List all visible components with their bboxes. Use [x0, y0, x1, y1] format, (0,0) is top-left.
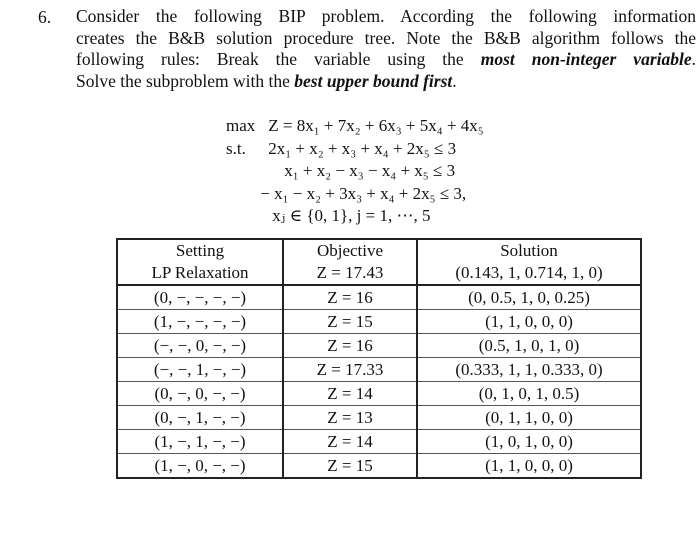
table-header-row [117, 239, 641, 261]
header-solution: Solution [417, 239, 641, 261]
lp-objective: Z = 17.43 [283, 261, 417, 285]
row-objective: Z = 15 [283, 454, 417, 479]
header-objective: Objective [283, 239, 417, 261]
row-setting: (0, −, 0, −, −) [117, 382, 283, 406]
objective-row [226, 115, 484, 138]
objective-label: max [226, 116, 256, 135]
st-label: s.t. [226, 138, 246, 158]
emphasis-best-upper-bound: best upper bound first [294, 70, 453, 91]
table-row [117, 430, 641, 454]
row-solution: (0.5, 1, 0, 1, 0) [417, 334, 641, 358]
row-objective: Z = 17.33 [283, 358, 417, 382]
problem-line-4 [76, 71, 696, 93]
emphasis-most-non-integer: most non-integer variable [480, 49, 692, 69]
row-objective: Z = 16 [283, 285, 417, 310]
header-setting: Setting [117, 239, 283, 261]
bip-model [226, 115, 484, 228]
lp-relaxation-row [117, 261, 641, 285]
row-solution: (1, 1, 0, 0, 0) [417, 454, 641, 479]
problem-line-3-text: following rules: Break the variable using the [76, 49, 464, 69]
domain-row [226, 205, 484, 228]
problem-statement [76, 6, 696, 92]
constraint-1: 2x₁ + x₂ + x₃ + x₄ + 2x₅ ≤ 3 [268, 138, 457, 158]
constraint-row-1 [226, 138, 484, 161]
lp-setting: LP Relaxation [117, 261, 283, 285]
variable-domain: xⱼ ∈ {0, 1}, j = 1, ⋯, 5 [272, 206, 431, 225]
table-row [117, 334, 641, 358]
row-objective: Z = 14 [283, 382, 417, 406]
table-row [117, 310, 641, 334]
problem-line-4-text: Solve the subproblem with the [76, 70, 295, 91]
row-solution: (0, 1, 1, 0, 0) [417, 406, 641, 430]
row-setting: (1, −, −, −, −) [117, 310, 283, 334]
table-row [117, 406, 641, 430]
row-objective: Z = 15 [283, 310, 417, 334]
bb-results-table [116, 238, 642, 479]
row-solution: (0, 0.5, 1, 0, 0.25) [417, 285, 641, 310]
row-setting: (−, −, 0, −, −) [117, 334, 283, 358]
row-objective: Z = 13 [283, 406, 417, 430]
problem-number: 6. [38, 7, 52, 27]
constraint-row-2 [226, 160, 484, 183]
row-solution: (0, 1, 0, 1, 0.5) [417, 382, 641, 406]
lp-solution: (0.143, 1, 0.714, 1, 0) [417, 261, 641, 285]
row-setting: (0, −, 1, −, −) [117, 406, 283, 430]
table-row [117, 382, 641, 406]
row-setting: (1, −, 1, −, −) [117, 430, 283, 454]
row-objective: Z = 16 [283, 334, 417, 358]
constraint-3: − x₁ − x₂ + 3x₃ + x₄ + 2x₅ ≤ 3, [260, 183, 467, 203]
row-setting: (0, −, −, −, −) [117, 285, 283, 310]
problem-line-1: Consider the following BIP problem. According the following information [76, 6, 696, 26]
row-solution: (1, 0, 1, 0, 0) [417, 430, 641, 454]
table-row [117, 285, 641, 310]
table-row [117, 454, 641, 479]
table-row [117, 358, 641, 382]
problem-line-2: creates the B&B solution procedure tree. Note the B&B algorithm follows the [76, 27, 696, 48]
row-solution: (0.333, 1, 1, 0.333, 0) [417, 358, 641, 382]
constraint-2: x₁ + x₂ − x₃ − x₄ + x₅ ≤ 3 [284, 161, 456, 180]
row-objective: Z = 14 [283, 430, 417, 454]
objective-function: Z = 8x₁ + 7x₂ + 6x₃ + 5x₄ + 4x₅ [268, 116, 484, 135]
constraint-row-3 [226, 183, 484, 206]
problem-line-4-end: . [452, 70, 457, 91]
problem-line-3-end: . [691, 49, 697, 69]
problem-line-3 [76, 49, 696, 71]
row-setting: (−, −, 1, −, −) [117, 358, 283, 382]
row-solution: (1, 1, 0, 0, 0) [417, 310, 641, 334]
row-setting: (1, −, 0, −, −) [117, 454, 283, 479]
